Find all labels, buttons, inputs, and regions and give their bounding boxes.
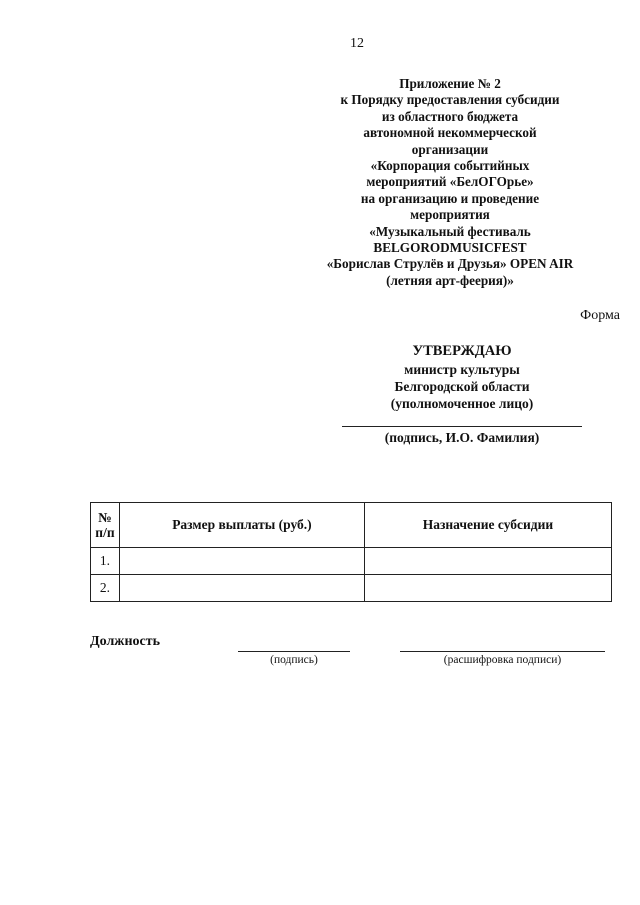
approval-signature-line[interactable]: [342, 426, 582, 427]
approval-block: [330, 342, 594, 412]
form-label: Форма: [580, 308, 620, 323]
page-number: 12: [350, 36, 364, 51]
approval-line: Белгородской области: [394, 379, 530, 394]
appendix-line: автономной некоммерческой: [363, 125, 537, 141]
appendix-header: [318, 76, 582, 289]
table-header-row: [91, 503, 612, 548]
appendix-line: Приложение № 2: [399, 76, 501, 91]
header-number-line2: п/п: [95, 525, 115, 540]
appendix-line: мероприятий «БелОГОрье»: [366, 174, 534, 190]
appendix-line: «Музыкальный фестиваль: [369, 223, 531, 239]
signature-decode-caption: (расшифровка подписи): [443, 654, 562, 666]
appendix-line: мероприятия: [410, 207, 490, 223]
header-number: [91, 503, 120, 548]
row-number: 1.: [91, 548, 120, 575]
amount-cell[interactable]: [119, 575, 364, 602]
amount-cell[interactable]: [119, 548, 364, 575]
table-row: [91, 575, 612, 602]
header-purpose: Назначение субсидии: [364, 503, 611, 548]
appendix-line: к Порядку предоставления субсидии: [340, 92, 560, 108]
signature-line[interactable]: [238, 651, 350, 652]
approval-line: министр культуры: [404, 362, 520, 377]
position-label: Должность: [90, 634, 161, 649]
table-row: [91, 548, 612, 575]
appendix-line: «Борислав Струлёв и Друзья» OPEN AIR: [326, 256, 574, 272]
appendix-line: (летняя арт-феерия)»: [386, 272, 514, 288]
appendix-line: организации: [411, 141, 489, 157]
approval-title: УТВЕРЖДАЮ: [412, 343, 512, 359]
approval-signature-caption: (подпись, И.О. Фамилия): [384, 430, 540, 445]
subsidy-table: [90, 502, 612, 602]
purpose-cell[interactable]: [364, 575, 611, 602]
appendix-line: BELGORODMUSICFEST: [373, 240, 527, 256]
signature-decode-line[interactable]: [400, 651, 605, 652]
appendix-line: «Корпорация событийных: [370, 158, 530, 174]
row-number: 2.: [91, 575, 120, 602]
purpose-cell[interactable]: [364, 548, 611, 575]
appendix-line: на организацию и проведение: [360, 190, 540, 206]
header-amount: Размер выплаты (руб.): [119, 503, 364, 548]
signature-caption: (подпись): [270, 654, 318, 666]
appendix-line: из областного бюджета: [381, 108, 519, 124]
header-number-line1: №: [98, 510, 112, 525]
approval-line: (уполномоченное лицо): [390, 396, 534, 411]
